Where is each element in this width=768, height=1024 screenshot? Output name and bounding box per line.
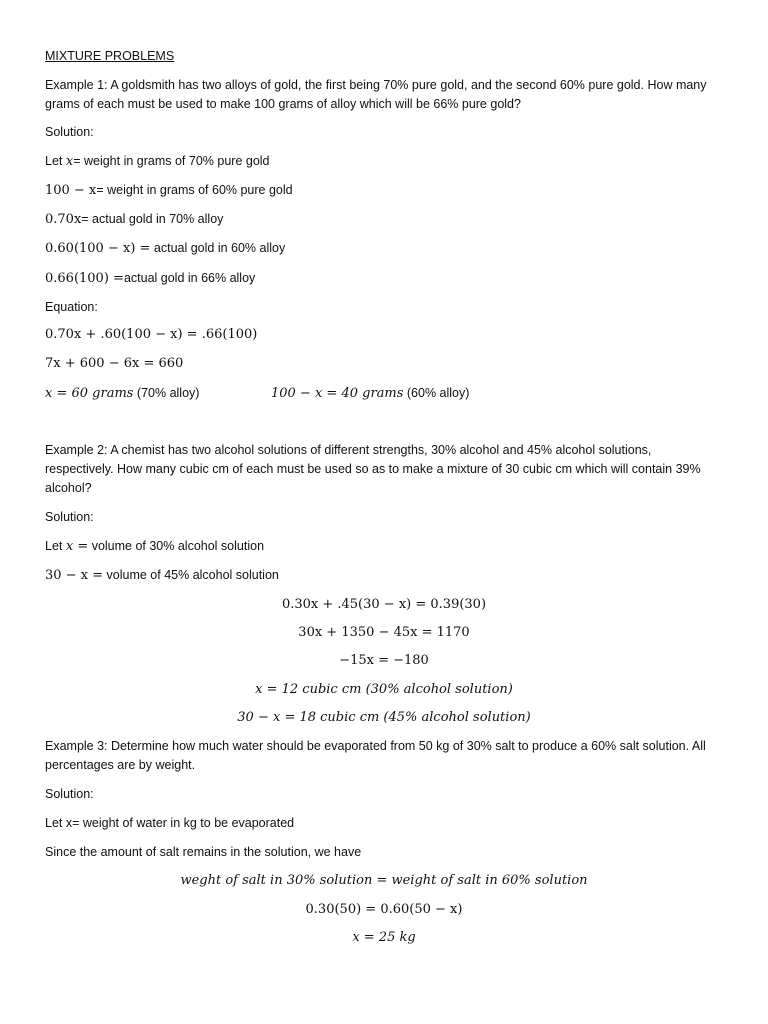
example-1-line-2 [45,181,293,200]
document-title: MIXTURE PROBLEMS [45,49,175,63]
example-2-equation-1: 0.30x + .45(30 − x) = 0.39(30) [281,597,487,612]
answer-note: (60% alloy) [403,386,470,400]
example-1-line-3 [45,210,223,229]
math-expression: x = 60 grams [45,386,134,401]
math-expression: 30 − x = [45,568,104,583]
example-2-equation-4: x = 12 cubic cm (30% alcohol solution) [255,682,513,697]
line-text: volume of 45% alcohol solution [103,568,279,582]
let-prefix: Let [45,539,66,553]
line-text: actual gold in 60% alloy [150,241,286,255]
example-1-answer-1 [45,384,199,403]
line-text: = weight in grams of 60% pure gold [96,183,293,197]
line-text: actual gold in 66% alloy [123,271,256,285]
math-expression: x = [65,539,89,554]
math-expression: 0.66(100) = [45,271,124,286]
math-expression: 100 − x [45,183,97,198]
example-1-solution-label: Solution: [45,125,94,139]
let-text: = weight in grams of 70% pure gold [73,154,270,168]
example-2-solution-label: Solution: [45,510,94,524]
example-1-prompt: Example 1: A goldsmith has two alloys of gold, the first being 70% pure gold, and the second 60% pure gold. How many grams of each must be used to make 100 grams of alloy which will be 66% pure gold? [45,78,707,111]
math-expression: 0.60(100 − x) = [45,241,151,256]
example-3-solution-label: Solution: [45,787,94,801]
math-expression: 100 − x = 40 grams [271,386,404,401]
example-1-equation-1: 0.70x + .60(100 − x) = .66(100) [45,327,258,342]
example-2-line-2 [45,566,279,585]
example-1-equation-label: Equation: [45,300,98,314]
math-expression: 0.70x [45,212,82,227]
example-2-equation-2: 30x + 1350 − 45x = 1170 [298,625,470,640]
answer-note: (70% alloy) [133,386,200,400]
example-1-line-4 [45,239,285,258]
example-3-let-line: Let x= weight of water in kg to be evaporated [45,816,295,830]
example-3-equation-1: weght of salt in 30% solution = weight of salt in 60% solution [180,873,588,888]
example-2-prompt: Example 2: A chemist has two alcohol solutions of different strengths, 30% alcohol and 45% alcohol solutions, respectively. How many cubic cm of each must be used so as to make a mixture of 30 cubic cm which will contain 39% alcohol? [45,443,701,495]
let-prefix: Let [45,154,66,168]
example-2-let-line [45,537,264,556]
let-text: volume of 30% alcohol solution [88,539,265,553]
example-2-equation-5: 30 − x = 18 cubic cm (45% alcohol solution) [237,710,531,725]
example-3-prompt: Example 3: Determine how much water should be evaporated from 50 kg of 30% salt to produce a 60% salt solution. All percentages are by weight. [45,739,706,772]
example-1-line-5 [45,269,255,288]
let-variable: x [65,154,74,169]
example-1-let-line [45,152,270,171]
example-1-equation-2: 7x + 600 − 6x = 660 [45,356,184,371]
example-3-since-line: Since the amount of salt remains in the solution, we have [45,845,362,859]
example-2-equation-3: −15x = −180 [339,653,429,668]
line-text: = actual gold in 70% alloy [81,212,224,226]
example-3-equation-2: 0.30(50) = 0.60(50 − x) [305,902,463,917]
example-1-answer-2 [271,384,469,403]
example-3-equation-3: x = 25 kg [352,930,416,945]
